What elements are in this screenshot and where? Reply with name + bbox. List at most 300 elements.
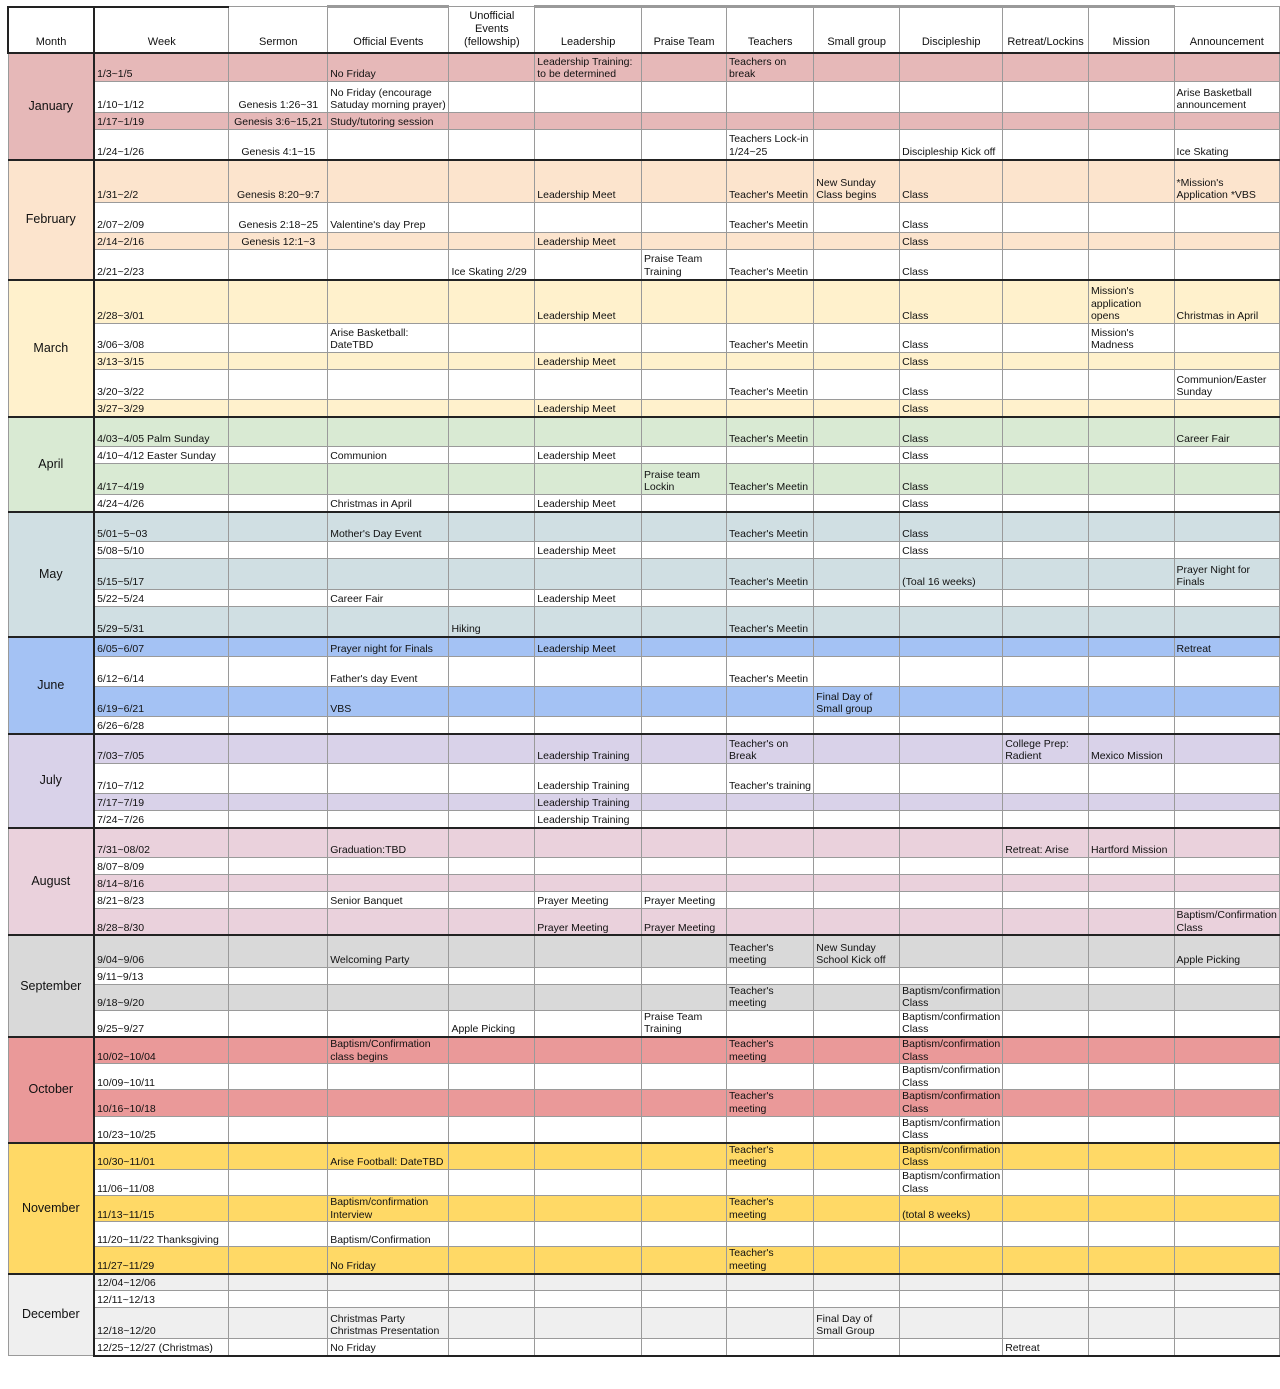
cell-announcement[interactable]: [1174, 1247, 1279, 1274]
cell-teachers[interactable]: [727, 875, 814, 892]
cell-announcement[interactable]: [1174, 324, 1279, 353]
cell-mission[interactable]: Mexico Mission: [1088, 734, 1174, 764]
cell-praise-team[interactable]: [642, 370, 727, 400]
cell-small-group[interactable]: [814, 1037, 900, 1064]
cell-small-group[interactable]: [814, 1291, 900, 1308]
cell-mission[interactable]: [1088, 935, 1174, 967]
cell-week[interactable]: 7/17~7/19: [94, 794, 229, 811]
cell-retreat-lockins[interactable]: [1003, 53, 1089, 82]
cell-mission[interactable]: [1088, 1274, 1174, 1291]
cell-week[interactable]: 5/08~5/10: [94, 542, 229, 559]
cell-sermon[interactable]: [229, 984, 328, 1010]
cell-sermon[interactable]: [229, 764, 328, 794]
cell-teachers[interactable]: Teacher's Meetin: [727, 160, 814, 203]
cell-announcement[interactable]: [1174, 542, 1279, 559]
cell-praise-team[interactable]: [642, 512, 727, 542]
cell-leadership[interactable]: [535, 967, 642, 984]
cell-unofficial-events-fellowship[interactable]: [449, 1170, 535, 1196]
cell-discipleship[interactable]: [900, 1222, 1003, 1247]
cell-week[interactable]: 3/06~3/08: [94, 324, 229, 353]
cell-discipleship[interactable]: Baptism/confirmation Class: [900, 1037, 1003, 1064]
cell-discipleship[interactable]: [900, 734, 1003, 764]
column-header-unofficial-events-fellowship[interactable]: Unofficial Events (fellowship): [449, 7, 535, 53]
cell-unofficial-events-fellowship[interactable]: [449, 828, 535, 858]
cell-teachers[interactable]: [727, 400, 814, 417]
cell-announcement[interactable]: [1174, 1090, 1279, 1116]
cell-unofficial-events-fellowship[interactable]: [449, 1247, 535, 1274]
cell-official-events[interactable]: [328, 280, 449, 324]
cell-small-group[interactable]: [814, 657, 900, 687]
cell-leadership[interactable]: [535, 203, 642, 233]
cell-praise-team[interactable]: [642, 935, 727, 967]
cell-leadership[interactable]: Leadership Meet: [535, 400, 642, 417]
cell-retreat-lockins[interactable]: [1003, 512, 1089, 542]
cell-official-events[interactable]: No Friday: [328, 53, 449, 82]
cell-announcement[interactable]: Retreat: [1174, 637, 1279, 657]
cell-mission[interactable]: [1088, 967, 1174, 984]
cell-unofficial-events-fellowship[interactable]: [449, 1222, 535, 1247]
cell-week[interactable]: 2/07~2/09: [94, 203, 229, 233]
cell-mission[interactable]: [1088, 447, 1174, 464]
cell-unofficial-events-fellowship[interactable]: [449, 967, 535, 984]
cell-sermon[interactable]: [229, 464, 328, 495]
cell-official-events[interactable]: Father's day Event: [328, 657, 449, 687]
cell-praise-team[interactable]: [642, 1170, 727, 1196]
cell-discipleship[interactable]: Class: [900, 400, 1003, 417]
cell-sermon[interactable]: [229, 794, 328, 811]
month-cell-december[interactable]: December: [8, 1274, 94, 1356]
cell-teachers[interactable]: Teacher's Meetin: [727, 464, 814, 495]
cell-mission[interactable]: [1088, 1090, 1174, 1116]
cell-praise-team[interactable]: [642, 1222, 727, 1247]
cell-teachers[interactable]: Teacher's Meetin: [727, 657, 814, 687]
cell-official-events[interactable]: Baptism/Confirmation: [328, 1222, 449, 1247]
cell-discipleship[interactable]: Discipleship Kick off: [900, 130, 1003, 160]
cell-praise-team[interactable]: [642, 687, 727, 717]
cell-unofficial-events-fellowship[interactable]: [449, 542, 535, 559]
cell-small-group[interactable]: [814, 828, 900, 858]
cell-announcement[interactable]: [1174, 687, 1279, 717]
cell-official-events[interactable]: [328, 909, 449, 936]
cell-teachers[interactable]: Teacher's meeting: [727, 1143, 814, 1170]
cell-small-group[interactable]: [814, 324, 900, 353]
cell-announcement[interactable]: [1174, 858, 1279, 875]
cell-week[interactable]: 1/10~1/12: [94, 82, 229, 113]
cell-praise-team[interactable]: [642, 717, 727, 734]
cell-mission[interactable]: [1088, 1064, 1174, 1090]
cell-announcement[interactable]: [1174, 734, 1279, 764]
cell-teachers[interactable]: [727, 1064, 814, 1090]
month-cell-june[interactable]: June: [8, 637, 94, 734]
cell-discipleship[interactable]: [900, 1308, 1003, 1339]
cell-sermon[interactable]: [229, 1090, 328, 1116]
cell-discipleship[interactable]: (total 8 weeks): [900, 1196, 1003, 1222]
cell-sermon[interactable]: [229, 512, 328, 542]
cell-retreat-lockins[interactable]: [1003, 400, 1089, 417]
cell-discipleship[interactable]: [900, 687, 1003, 717]
cell-teachers[interactable]: [727, 717, 814, 734]
cell-sermon[interactable]: [229, 1196, 328, 1222]
cell-week[interactable]: 7/24~7/26: [94, 811, 229, 828]
cell-week[interactable]: 3/27~3/29: [94, 400, 229, 417]
month-cell-august[interactable]: August: [8, 828, 94, 936]
cell-retreat-lockins[interactable]: [1003, 607, 1089, 637]
cell-mission[interactable]: [1088, 1010, 1174, 1037]
cell-praise-team[interactable]: [642, 1090, 727, 1116]
cell-small-group[interactable]: [814, 590, 900, 607]
cell-small-group[interactable]: [814, 203, 900, 233]
cell-official-events[interactable]: Arise Football: DateTBD: [328, 1143, 449, 1170]
cell-teachers[interactable]: Teacher's training: [727, 764, 814, 794]
cell-praise-team[interactable]: [642, 400, 727, 417]
cell-official-events[interactable]: Baptism/Confirmation class begins: [328, 1037, 449, 1064]
cell-small-group[interactable]: [814, 233, 900, 250]
cell-mission[interactable]: [1088, 984, 1174, 1010]
cell-official-events[interactable]: [328, 1116, 449, 1143]
cell-discipleship[interactable]: Class: [900, 324, 1003, 353]
cell-week[interactable]: 7/31~08/02: [94, 828, 229, 858]
cell-praise-team[interactable]: [642, 1274, 727, 1291]
cell-retreat-lockins[interactable]: College Prep: Radient: [1003, 734, 1089, 764]
column-header-announcement[interactable]: Announcement: [1174, 7, 1279, 53]
cell-leadership[interactable]: Leadership Meet: [535, 542, 642, 559]
cell-mission[interactable]: [1088, 858, 1174, 875]
cell-retreat-lockins[interactable]: [1003, 764, 1089, 794]
cell-teachers[interactable]: Teacher's meeting: [727, 1196, 814, 1222]
cell-teachers[interactable]: [727, 794, 814, 811]
cell-sermon[interactable]: [229, 1247, 328, 1274]
cell-week[interactable]: 8/21~8/23: [94, 892, 229, 909]
cell-sermon[interactable]: [229, 892, 328, 909]
cell-praise-team[interactable]: Prayer Meeting: [642, 892, 727, 909]
cell-leadership[interactable]: [535, 858, 642, 875]
cell-unofficial-events-fellowship[interactable]: [449, 687, 535, 717]
cell-announcement[interactable]: Apple Picking: [1174, 935, 1279, 967]
cell-announcement[interactable]: [1174, 512, 1279, 542]
cell-leadership[interactable]: [535, 657, 642, 687]
cell-discipleship[interactable]: Baptism/confirmation Class: [900, 1116, 1003, 1143]
cell-announcement[interactable]: [1174, 892, 1279, 909]
cell-announcement[interactable]: [1174, 967, 1279, 984]
cell-discipleship[interactable]: [900, 828, 1003, 858]
cell-official-events[interactable]: [328, 967, 449, 984]
cell-week[interactable]: 6/19~6/21: [94, 687, 229, 717]
cell-official-events[interactable]: [328, 858, 449, 875]
cell-praise-team[interactable]: [642, 559, 727, 590]
cell-announcement[interactable]: [1174, 717, 1279, 734]
cell-announcement[interactable]: [1174, 1308, 1279, 1339]
cell-retreat-lockins[interactable]: [1003, 1010, 1089, 1037]
cell-teachers[interactable]: [727, 82, 814, 113]
cell-official-events[interactable]: Valentine's day Prep: [328, 203, 449, 233]
cell-retreat-lockins[interactable]: [1003, 160, 1089, 203]
cell-sermon[interactable]: [229, 417, 328, 447]
column-header-official-events[interactable]: Official Events: [328, 7, 449, 53]
cell-unofficial-events-fellowship[interactable]: [449, 637, 535, 657]
cell-week[interactable]: 7/03~7/05: [94, 734, 229, 764]
cell-praise-team[interactable]: [642, 130, 727, 160]
cell-unofficial-events-fellowship[interactable]: [449, 324, 535, 353]
cell-official-events[interactable]: [328, 811, 449, 828]
cell-retreat-lockins[interactable]: [1003, 637, 1089, 657]
cell-week[interactable]: 10/09~10/11: [94, 1064, 229, 1090]
cell-leadership[interactable]: [535, 1222, 642, 1247]
cell-discipleship[interactable]: [900, 892, 1003, 909]
month-cell-may[interactable]: May: [8, 512, 94, 637]
cell-mission[interactable]: [1088, 512, 1174, 542]
cell-unofficial-events-fellowship[interactable]: [449, 280, 535, 324]
cell-praise-team[interactable]: [642, 542, 727, 559]
cell-teachers[interactable]: Teacher's meeting: [727, 1037, 814, 1064]
cell-week[interactable]: 12/11~12/13: [94, 1291, 229, 1308]
cell-official-events[interactable]: [328, 764, 449, 794]
cell-sermon[interactable]: [229, 370, 328, 400]
cell-mission[interactable]: [1088, 607, 1174, 637]
cell-discipleship[interactable]: [900, 53, 1003, 82]
cell-leadership[interactable]: [535, 687, 642, 717]
cell-praise-team[interactable]: [642, 417, 727, 447]
cell-small-group[interactable]: [814, 559, 900, 590]
cell-mission[interactable]: [1088, 53, 1174, 82]
cell-leadership[interactable]: Prayer Meeting: [535, 909, 642, 936]
cell-week[interactable]: 10/30~11/01: [94, 1143, 229, 1170]
cell-praise-team[interactable]: [642, 203, 727, 233]
cell-retreat-lockins[interactable]: [1003, 657, 1089, 687]
cell-discipleship[interactable]: Class: [900, 250, 1003, 280]
cell-discipleship[interactable]: [900, 1274, 1003, 1291]
cell-official-events[interactable]: [328, 1274, 449, 1291]
cell-small-group[interactable]: [814, 1339, 900, 1356]
cell-official-events[interactable]: Study/tutoring session: [328, 113, 449, 130]
cell-discipleship[interactable]: [900, 82, 1003, 113]
cell-small-group[interactable]: [814, 734, 900, 764]
cell-teachers[interactable]: [727, 1222, 814, 1247]
cell-discipleship[interactable]: Baptism/confirmation Class: [900, 1143, 1003, 1170]
cell-announcement[interactable]: [1174, 1143, 1279, 1170]
cell-announcement[interactable]: [1174, 250, 1279, 280]
cell-teachers[interactable]: [727, 1010, 814, 1037]
cell-unofficial-events-fellowship[interactable]: [449, 370, 535, 400]
cell-unofficial-events-fellowship[interactable]: [449, 875, 535, 892]
cell-praise-team[interactable]: Praise Team Training: [642, 1010, 727, 1037]
cell-sermon[interactable]: [229, 935, 328, 967]
cell-sermon[interactable]: [229, 400, 328, 417]
cell-discipleship[interactable]: Class: [900, 203, 1003, 233]
cell-official-events[interactable]: Christmas Party Christmas Presentation: [328, 1308, 449, 1339]
cell-unofficial-events-fellowship[interactable]: [449, 495, 535, 512]
cell-teachers[interactable]: Teachers on break: [727, 53, 814, 82]
cell-discipleship[interactable]: [900, 794, 1003, 811]
cell-praise-team[interactable]: [642, 1064, 727, 1090]
cell-mission[interactable]: [1088, 657, 1174, 687]
cell-leadership[interactable]: [535, 984, 642, 1010]
cell-official-events[interactable]: No Friday: [328, 1339, 449, 1356]
cell-mission[interactable]: Mission's application opens: [1088, 280, 1174, 324]
cell-mission[interactable]: [1088, 1308, 1174, 1339]
cell-mission[interactable]: [1088, 417, 1174, 447]
cell-praise-team[interactable]: [642, 113, 727, 130]
cell-announcement[interactable]: [1174, 764, 1279, 794]
cell-praise-team[interactable]: [642, 811, 727, 828]
cell-official-events[interactable]: [328, 233, 449, 250]
cell-official-events[interactable]: Graduation:TBD: [328, 828, 449, 858]
cell-leadership[interactable]: [535, 1143, 642, 1170]
cell-mission[interactable]: [1088, 764, 1174, 794]
cell-teachers[interactable]: Teacher's Meetin: [727, 203, 814, 233]
cell-praise-team[interactable]: [642, 794, 727, 811]
cell-official-events[interactable]: [328, 607, 449, 637]
cell-teachers[interactable]: [727, 909, 814, 936]
cell-small-group[interactable]: [814, 892, 900, 909]
cell-mission[interactable]: [1088, 203, 1174, 233]
cell-leadership[interactable]: [535, 1308, 642, 1339]
cell-praise-team[interactable]: [642, 875, 727, 892]
cell-unofficial-events-fellowship[interactable]: [449, 1339, 535, 1356]
column-header-retreat-lockins[interactable]: Retreat/Lockins: [1003, 7, 1089, 53]
cell-week[interactable]: 12/18~12/20: [94, 1308, 229, 1339]
cell-praise-team[interactable]: [642, 447, 727, 464]
cell-leadership[interactable]: [535, 1116, 642, 1143]
cell-unofficial-events-fellowship[interactable]: [449, 935, 535, 967]
cell-teachers[interactable]: [727, 1170, 814, 1196]
cell-week[interactable]: 2/14~2/16: [94, 233, 229, 250]
cell-retreat-lockins[interactable]: [1003, 1222, 1089, 1247]
cell-unofficial-events-fellowship[interactable]: [449, 447, 535, 464]
cell-praise-team[interactable]: [642, 967, 727, 984]
cell-mission[interactable]: [1088, 590, 1174, 607]
cell-discipleship[interactable]: [900, 875, 1003, 892]
cell-mission[interactable]: [1088, 400, 1174, 417]
cell-praise-team[interactable]: [642, 590, 727, 607]
cell-leadership[interactable]: Leadership Meet: [535, 590, 642, 607]
cell-official-events[interactable]: Senior Banquet: [328, 892, 449, 909]
cell-discipleship[interactable]: Class: [900, 464, 1003, 495]
cell-teachers[interactable]: [727, 280, 814, 324]
cell-retreat-lockins[interactable]: [1003, 687, 1089, 717]
cell-sermon[interactable]: [229, 811, 328, 828]
cell-praise-team[interactable]: [642, 1247, 727, 1274]
cell-discipleship[interactable]: Class: [900, 447, 1003, 464]
cell-teachers[interactable]: [727, 858, 814, 875]
cell-small-group[interactable]: [814, 280, 900, 324]
cell-sermon[interactable]: [229, 280, 328, 324]
cell-small-group[interactable]: [814, 875, 900, 892]
cell-retreat-lockins[interactable]: [1003, 250, 1089, 280]
cell-mission[interactable]: [1088, 1116, 1174, 1143]
cell-retreat-lockins[interactable]: [1003, 1291, 1089, 1308]
cell-small-group[interactable]: [814, 130, 900, 160]
cell-praise-team[interactable]: [642, 1291, 727, 1308]
cell-small-group[interactable]: [814, 1196, 900, 1222]
cell-sermon[interactable]: Genesis 4:1~15: [229, 130, 328, 160]
cell-mission[interactable]: [1088, 1247, 1174, 1274]
cell-unofficial-events-fellowship[interactable]: [449, 353, 535, 370]
cell-sermon[interactable]: [229, 353, 328, 370]
cell-sermon[interactable]: [229, 875, 328, 892]
month-cell-april[interactable]: April: [8, 417, 94, 512]
cell-praise-team[interactable]: [642, 1308, 727, 1339]
cell-week[interactable]: 1/31~2/2: [94, 160, 229, 203]
cell-teachers[interactable]: [727, 811, 814, 828]
cell-teachers[interactable]: [727, 1116, 814, 1143]
cell-week[interactable]: 6/05~6/07: [94, 637, 229, 657]
cell-unofficial-events-fellowship[interactable]: [449, 1090, 535, 1116]
cell-unofficial-events-fellowship[interactable]: [449, 764, 535, 794]
cell-week[interactable]: 9/25~9/27: [94, 1010, 229, 1037]
cell-unofficial-events-fellowship[interactable]: [449, 512, 535, 542]
cell-leadership[interactable]: [535, 1339, 642, 1356]
cell-discipleship[interactable]: [900, 590, 1003, 607]
cell-mission[interactable]: [1088, 637, 1174, 657]
cell-teachers[interactable]: Teacher's meeting: [727, 1247, 814, 1274]
cell-small-group[interactable]: Final Day of Small Group: [814, 1308, 900, 1339]
cell-leadership[interactable]: Prayer Meeting: [535, 892, 642, 909]
cell-unofficial-events-fellowship[interactable]: [449, 417, 535, 447]
cell-leadership[interactable]: [535, 1196, 642, 1222]
cell-unofficial-events-fellowship[interactable]: [449, 400, 535, 417]
cell-announcement[interactable]: [1174, 1116, 1279, 1143]
cell-leadership[interactable]: [535, 875, 642, 892]
cell-teachers[interactable]: [727, 353, 814, 370]
cell-mission[interactable]: [1088, 1143, 1174, 1170]
cell-mission[interactable]: [1088, 794, 1174, 811]
cell-small-group[interactable]: [814, 464, 900, 495]
cell-discipleship[interactable]: [900, 967, 1003, 984]
cell-small-group[interactable]: [814, 811, 900, 828]
cell-unofficial-events-fellowship[interactable]: [449, 909, 535, 936]
cell-official-events[interactable]: [328, 1291, 449, 1308]
cell-sermon[interactable]: Genesis 1:26~31: [229, 82, 328, 113]
cell-announcement[interactable]: [1174, 1170, 1279, 1196]
cell-sermon[interactable]: [229, 828, 328, 858]
cell-discipleship[interactable]: Baptism/confirmation Class: [900, 1010, 1003, 1037]
cell-retreat-lockins[interactable]: Retreat: Arise: [1003, 828, 1089, 858]
cell-sermon[interactable]: [229, 542, 328, 559]
cell-praise-team[interactable]: [642, 53, 727, 82]
cell-sermon[interactable]: Genesis 3:6~15,21: [229, 113, 328, 130]
cell-leadership[interactable]: [535, 935, 642, 967]
cell-announcement[interactable]: [1174, 590, 1279, 607]
cell-official-events[interactable]: Christmas in April: [328, 495, 449, 512]
cell-small-group[interactable]: [814, 1010, 900, 1037]
cell-unofficial-events-fellowship[interactable]: [449, 1143, 535, 1170]
cell-sermon[interactable]: [229, 858, 328, 875]
cell-sermon[interactable]: [229, 1274, 328, 1291]
cell-announcement[interactable]: [1174, 1196, 1279, 1222]
cell-teachers[interactable]: [727, 637, 814, 657]
cell-announcement[interactable]: [1174, 1064, 1279, 1090]
cell-teachers[interactable]: [727, 967, 814, 984]
cell-week[interactable]: 12/04~12/06: [94, 1274, 229, 1291]
cell-mission[interactable]: [1088, 542, 1174, 559]
cell-official-events[interactable]: [328, 400, 449, 417]
column-header-leadership[interactable]: Leadership: [535, 7, 642, 53]
cell-teachers[interactable]: Teachers Lock-in 1/24~25: [727, 130, 814, 160]
cell-sermon[interactable]: [229, 447, 328, 464]
cell-announcement[interactable]: Prayer Night for Finals: [1174, 559, 1279, 590]
cell-teachers[interactable]: Teacher's Meetin: [727, 417, 814, 447]
cell-leadership[interactable]: Leadership Meet: [535, 447, 642, 464]
cell-mission[interactable]: [1088, 130, 1174, 160]
cell-official-events[interactable]: Baptism/confirmation Interview: [328, 1196, 449, 1222]
cell-sermon[interactable]: [229, 1143, 328, 1170]
cell-retreat-lockins[interactable]: [1003, 1037, 1089, 1064]
cell-official-events[interactable]: Communion: [328, 447, 449, 464]
cell-praise-team[interactable]: [642, 495, 727, 512]
cell-week[interactable]: 9/04~9/06: [94, 935, 229, 967]
cell-official-events[interactable]: [328, 559, 449, 590]
cell-praise-team[interactable]: [642, 160, 727, 203]
